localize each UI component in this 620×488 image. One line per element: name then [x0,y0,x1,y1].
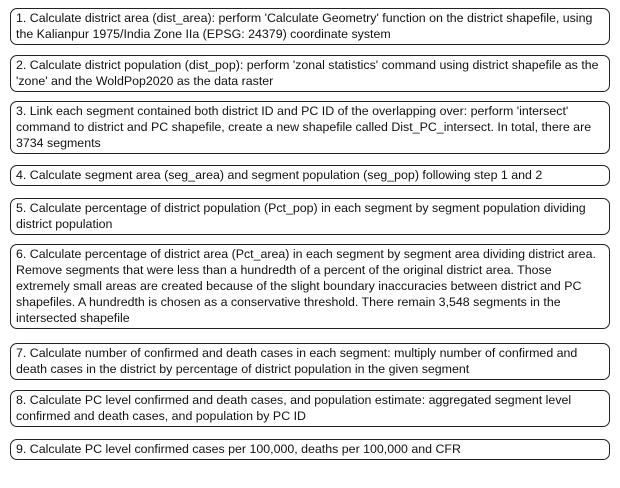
workflow-steps [10,8,610,460]
step-8-box [10,390,610,427]
step-1-box [10,8,610,45]
step-4-box [10,165,610,186]
step-8-text: 8. Calculate PC level confirmed and death cases, and population estimate: aggregated segment level confirmed and death cases, and population by PC ID [16,393,572,423]
step-5-text: 5. Calculate percentage of district population (Pct_pop) in each segment by segment population dividing district population [16,201,586,231]
step-3-text: 3. Link each segment contained both district ID and PC ID of the overlapping over: perform 'intersect' command to district and PC shapefile, create a new shapefile called Dist_PC_intersect. In total, there are 3734 segments [16,104,592,150]
step-3-box [10,101,610,154]
step-7-box [10,343,610,380]
step-2-box [10,55,610,92]
step-2-text: 2. Calculate district population (dist_pop): perform 'zonal statistics' command using district shapefile as the 'zone' and the WoldPop2020 as the data raster [16,58,599,88]
step-6-box [10,244,610,329]
step-9-box [10,439,610,460]
step-6-text: 6. Calculate percentage of district area (Pct_area) in each segment by segment area dividing district area. Remove segments that were less than a hundredth of a percent of the original district area. Those extremely small areas are created because of the slight boundary inaccuracies between district and PC shapefiles. A hundredth is chosen as a conservative threshold. There remain 3,548 segments in the intersected shapefile [16,247,596,325]
step-9-text: 9. Calculate PC level confirmed cases per 100,000, deaths per 100,000 and CFR [16,442,461,456]
step-4-text: 4. Calculate segment area (seg_area) and segment population (seg_pop) following step 1 and 2 [16,168,543,182]
step-1-text: 1. Calculate district area (dist_area): perform 'Calculate Geometry' function on the district shapefile, using the Kalianpur 1975/India Zone IIa (EPSG: 24379) coordinate system [16,11,593,41]
step-7-text: 7. Calculate number of confirmed and death cases in each segment: multiply number of confirmed and death cases in the district by percentage of district population in the given segment [16,346,578,376]
step-5-box [10,198,610,235]
